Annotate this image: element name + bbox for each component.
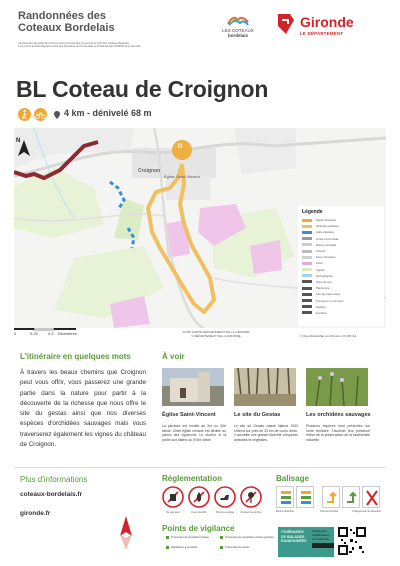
legend-label: Fontaine: [316, 310, 327, 315]
church-card-text: La paroisse est fondée au XIe ou XIIe siècle. Cette église romane est dédiée au patron des vignerons. Le clocher et la partie sud datent du XVIIe siècle.: [162, 424, 226, 443]
app-promo: [312, 529, 336, 555]
gestas-card-text: Le site du Gestas classé Natura 2000 s'étend sur près de 33 km de cours d'eau. Il accueille une grande diversité d'espèces animales et végétales.: [234, 424, 298, 443]
scale-label-0: 0: [14, 331, 17, 336]
legend-swatch: [302, 311, 312, 314]
waymarking-section-title: Balisage: [276, 474, 309, 483]
village-label: Croignon: [138, 168, 161, 174]
gestas-card-title: Le site du Gestas: [234, 412, 281, 418]
scale-unit: Kilomètres: [58, 331, 77, 336]
coteaux-hills-icon: [227, 12, 249, 26]
waymarking-signs: [276, 486, 386, 520]
legend-label: Patrimoine: [316, 286, 330, 291]
legend-label: Transport en commun: [316, 298, 344, 303]
route-distance-elevation: 4 km - dénivelé 68 m: [64, 108, 152, 118]
legend-label: Point de vue: [316, 279, 332, 284]
section-divider: [14, 467, 386, 468]
rule-caption-3: Chiens en laisse: [215, 511, 235, 514]
waymark-right-icon: [322, 486, 340, 508]
legend-item: [302, 310, 380, 316]
legend-label: Chemin: [316, 249, 326, 254]
map-credit-right: © OpenStreetMap contributors, CC-BY-SA: [300, 334, 357, 338]
series-title: [18, 10, 115, 34]
app-promo-line2: randonnées: [312, 533, 330, 537]
route-meta: [18, 108, 218, 122]
legend-title: Légende: [302, 209, 323, 215]
legend-swatch: [302, 274, 312, 277]
gironde-name: Gironde: [300, 14, 354, 30]
legend-list: [302, 217, 380, 316]
orchids-card-text: Plusieurs espèces sont présentes sur notre territoire. Favoriser leur présence relève de la préservation de la biodiversité naturelle.: [306, 424, 370, 443]
app-promo-line3: sur Gironde: [312, 537, 330, 541]
credit-center-line1: FOND CARTE DÉPARTEMENT DE LA GIRONDE: [182, 330, 250, 334]
flora-icon: [240, 486, 262, 508]
legend-label: Forêt: [316, 261, 323, 266]
rules-icons: [162, 486, 262, 516]
header: [0, 0, 400, 60]
itinerary-section-title: L'itinéraire en quelques mots: [20, 352, 131, 361]
legend-swatch: [302, 293, 312, 296]
legend-swatch: [302, 287, 312, 290]
app-promo-line1: Toutes les: [312, 529, 327, 533]
banner-line1: ITINÉRAIRES: [281, 530, 304, 534]
rule-caption-1: Ne pas jeter: [166, 511, 180, 514]
legend-swatch: [302, 299, 312, 302]
series-title-line1: Randonnées des: [18, 10, 107, 22]
qr-code[interactable]: [338, 527, 366, 555]
map-scale: [14, 328, 94, 338]
bike-icon: [34, 108, 47, 121]
waymark-caption-3: Changement de direction: [352, 510, 381, 513]
legend-label: Hydrographie: [316, 273, 333, 278]
orchids-photo: [306, 368, 368, 406]
waymark-straight-2-icon: [296, 486, 314, 508]
vigilance-item-3: Habitations à proximité: [166, 546, 197, 549]
scale-label-2: 0,5: [48, 331, 54, 336]
coteaux-bordelais-logo: [218, 12, 258, 38]
vigilance-list: [166, 536, 276, 560]
legend-label: Zone urbanisée: [316, 255, 336, 260]
legend-swatch: [302, 268, 312, 271]
series-title-line2: Coteaux Bordelais: [18, 22, 115, 34]
ccb-logo-line1: LES COTEAUX: [222, 28, 254, 33]
waymark-caption-1: Bonne direction: [276, 510, 295, 513]
legend-swatch: [302, 237, 312, 240]
gestas-photo: [234, 368, 296, 406]
legend-swatch: [302, 256, 312, 259]
walker-icon: [18, 108, 31, 121]
ccb-logo-line2: bordelais: [227, 33, 248, 38]
legend-label: Limite communale: [316, 236, 339, 241]
credit-center-line2: © DÉPARTEMENT DE LA GIRONDE: [191, 333, 241, 338]
dog-leash-icon: [214, 486, 236, 508]
rule-caption-2: Feux interdits: [191, 511, 207, 514]
vigilance-item-4: Traversées de routes: [220, 546, 249, 549]
legend-swatch: [302, 231, 312, 234]
north-compass: [16, 138, 32, 158]
coteaux-website-link[interactable]: coteaux-bordelais.fr: [20, 491, 83, 498]
qr-code-icon: [338, 527, 366, 555]
itinerary-description: À travers les beaux chemins que Croignon peut vous offrir, vous passerez une grande partie dans la nature pour partir à la découverte de la richesse que nous offre le site du gestas ainsi que nos diverses espèces d'orchidées sauvages mais vous traverserez également les vignes du château de Croignon.: [20, 369, 146, 449]
legend-swatch: [302, 243, 312, 246]
legend-label: Route principale: [316, 242, 337, 247]
legend-swatch: [302, 262, 312, 265]
legend-label: Itinéraire pédestre: [316, 224, 339, 229]
church-photo: [162, 368, 224, 406]
location-pin-icon: [52, 110, 62, 120]
waymark-turn-icon: [342, 486, 360, 508]
header-fine-print: [18, 42, 248, 49]
app-store-badge[interactable]: [312, 543, 334, 548]
gironde-emblem-icon: [276, 12, 296, 36]
waymark-change-icon: [362, 486, 380, 508]
route-title: BL Coteau de Croignon: [16, 76, 269, 102]
church-label: Église Saint-Vincent: [164, 174, 200, 179]
legend-label: Autre itinéraire: [316, 230, 335, 235]
vigilance-item-2: Traversées de propriétés privées agricoles: [220, 536, 274, 539]
legend-label: Aire de pique-nique: [316, 292, 341, 297]
legend-label: Départ itinéraire: [316, 218, 336, 223]
start-badge: D: [178, 144, 183, 150]
vigilance-item-1: Traversées de propriétés privées: [166, 536, 209, 539]
see-section-title: À voir: [162, 352, 185, 361]
rules-section-title: Réglementation: [162, 474, 223, 483]
legend-swatch: [302, 219, 312, 222]
fine-print-line2: Il est inscrit au Plan Départemental des Itinéraires de Promenade et de Randonnée (PDIPR) de la Gironde.: [18, 45, 141, 49]
fine-print-line1: Cet itinéraire fait partie du schéma intercommunal des sentiers de la CdC des Coteaux Bordelais.: [18, 42, 130, 45]
north-label: N: [16, 138, 21, 144]
compass-rose-icon: [112, 516, 140, 550]
legend-swatch: [302, 225, 312, 228]
scale-label-1: 0,25: [30, 331, 38, 336]
orchids-card-title: Les orchidées sauvages: [306, 412, 371, 418]
legend-label: Parking: [316, 304, 326, 309]
litter-icon: [162, 486, 184, 508]
vigilance-section-title: Points de vigilance: [162, 524, 235, 533]
legend-swatch: [302, 305, 312, 308]
gironde-website-link[interactable]: gironde.fr: [20, 510, 51, 517]
waymark-straight-icon: [276, 486, 294, 508]
gironde-subtitle: LE DÉPARTEMENT: [300, 31, 344, 36]
map-credit-center: [176, 331, 256, 338]
rule-caption-4: Respect de la flore: [240, 511, 262, 514]
no-fire-icon: [188, 486, 210, 508]
gironde-logo: [276, 12, 386, 38]
route-map[interactable]: [14, 128, 386, 328]
legend-swatch: [302, 280, 312, 283]
legend-swatch: [302, 250, 312, 253]
more-info-title: Plus d'informations: [20, 475, 88, 484]
church-card-title: Église Saint-Vincent: [162, 412, 216, 418]
legend-label: Vignes: [316, 267, 325, 272]
banner-line2: DE BALADES: [281, 534, 305, 539]
waymark-caption-2: Tourner à droite: [320, 510, 339, 513]
map-legend: [298, 206, 384, 326]
banner-line3: RANDONNÉES: [281, 539, 307, 544]
